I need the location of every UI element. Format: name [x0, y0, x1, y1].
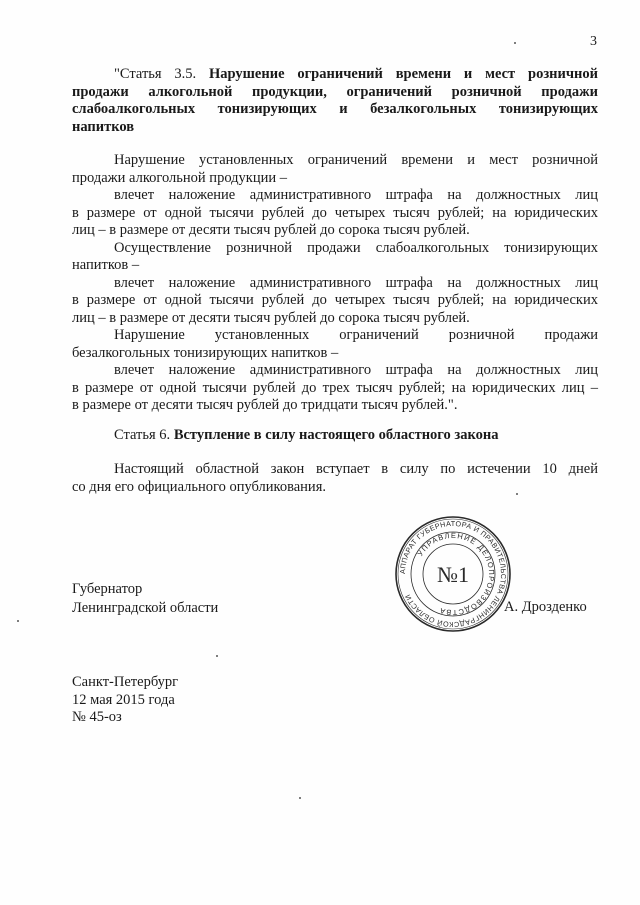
stamp-inner-text: УПРАВЛЕНИЕ ДЕЛОПРОИЗВОДСТВА: [415, 530, 497, 618]
paragraph: влечет наложение административного штрафа на должностных лиц: [114, 187, 598, 203]
article-6-title: Вступление в силу настоящего областного закона: [173, 427, 499, 443]
paragraph: влечет наложение административного штрафа на должностных лиц: [114, 362, 598, 378]
footer-number: № 45-оз: [72, 709, 122, 725]
paragraph-line: в размере от десяти тысяч рублей до тридцати тысяч рублей.".: [72, 397, 458, 413]
article-6-heading: [72, 427, 598, 445]
page-number: 3: [590, 34, 597, 49]
signature-position: Губернатор: [72, 581, 143, 597]
article-3-5-body: [72, 152, 598, 415]
document-footer: [72, 674, 178, 727]
paragraph: Осуществление розничной продажи слабоалкогольных тонизирующих: [114, 239, 598, 256]
paragraph: Настоящий областной закон вступает в силу по истечении 10 дней: [114, 461, 598, 477]
paragraph-line: в размере от одной тысячи рублей до четырех тысяч рублей; на юридических: [72, 292, 598, 308]
paragraph: влечет наложение административного штрафа на должностных лиц: [114, 274, 598, 291]
footer-date: 12 мая 2015 года: [72, 691, 175, 708]
paragraph-line: в размере от одной тысячи рублей до трех тысяч рублей; на юридических лиц –: [72, 379, 598, 396]
stamp-ring-text: АППАРАТ ГУБЕРНАТОРА И ПРАВИТЕЛЬСТВА ЛЕНИНГРАДСКОЙ ОБЛАСТИ: [397, 518, 509, 630]
paragraph-line: лиц – в размере от десяти тысяч рублей до сорока тысяч рублей.: [72, 222, 470, 238]
signature-region: Ленинградской области: [72, 600, 219, 616]
signature-title: [72, 580, 218, 618]
paragraph: Нарушение установленных ограничений времени и мест розничной: [114, 152, 598, 168]
article-3-5-title: Нарушение ограничений времени и мест розничной: [209, 66, 598, 82]
article-6-body: [72, 461, 598, 496]
scan-speck: [516, 493, 518, 495]
article-3-5-title-line4: напитков: [72, 118, 135, 135]
article-3-5-label: "Статья 3.5.: [114, 66, 210, 82]
footer-city: Санкт-Петербург: [72, 674, 179, 690]
paragraph-line: в размере от одной тысячи рублей до четырех тысяч рублей; на юридических: [72, 204, 598, 221]
article-6-label: Статья 6.: [114, 427, 174, 443]
paragraph-line: лиц – в размере от десяти тысяч рублей до сорока тысяч рублей.: [72, 309, 470, 326]
article-3-5-title-line2: продажи алкогольной продукции, ограничений розничной продажи: [72, 83, 598, 100]
article-3-5-heading: [72, 66, 598, 136]
paragraph-line: безалкогольных тонизирующих напитков –: [72, 344, 339, 361]
signature-name: А. Дрозденко: [504, 599, 587, 615]
official-stamp: [394, 515, 512, 633]
scan-speck: [514, 42, 516, 44]
paragraph-line: напитков –: [72, 257, 140, 273]
paragraph-line: со дня его официального опубликования.: [72, 478, 326, 495]
stamp-number: №1: [437, 562, 469, 587]
paragraph-line: продажи алкогольной продукции –: [72, 169, 287, 186]
scan-speck: [216, 655, 218, 657]
article-3-5-title-line3: слабоалкогольных тонизирующих и безалкогольных тонизирующих: [72, 101, 598, 117]
scan-speck: [299, 797, 301, 799]
scan-speck: [17, 620, 19, 622]
paragraph: Нарушение установленных ограничений розничной продажи: [114, 327, 598, 343]
